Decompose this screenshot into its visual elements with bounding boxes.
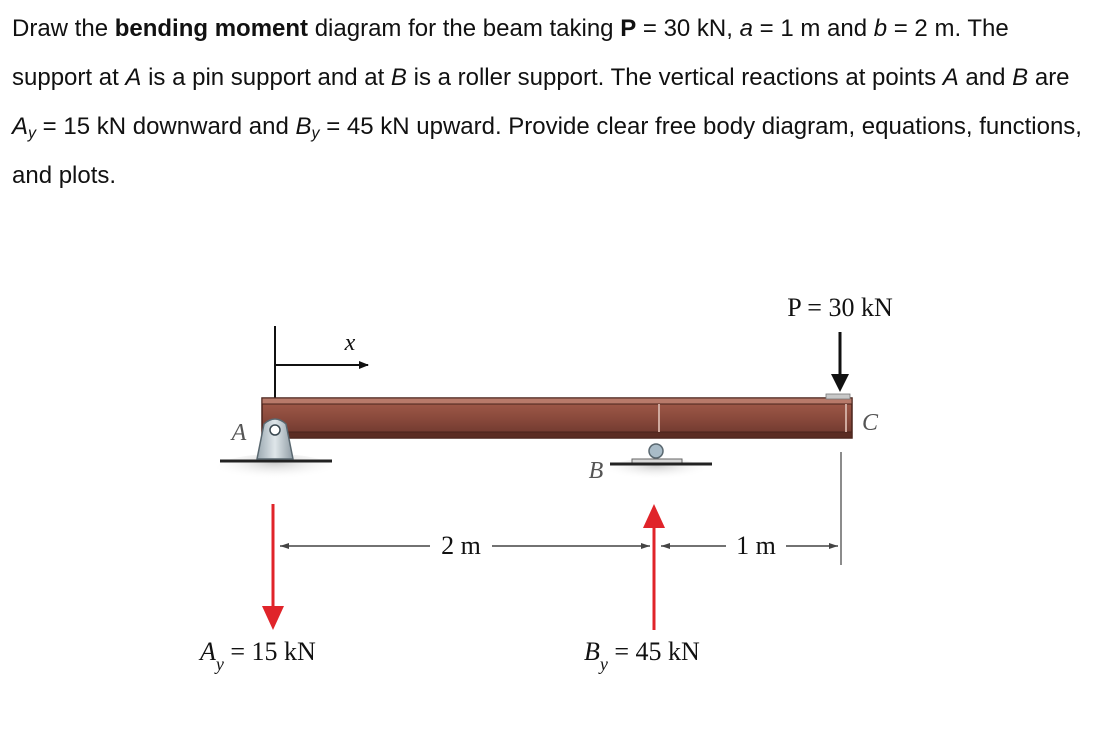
text-segment: are [1028,64,1070,91]
point-a-label: A [231,420,247,446]
text-italic-Ay: A [12,113,29,140]
text-bold-bending-moment: bending moment [114,15,309,42]
roller-circle [649,444,663,458]
beam-top-flange [262,398,852,404]
roller-support-b [589,444,712,484]
reaction-b-arrow-head [643,504,665,528]
text-italic-A: A [942,64,959,91]
text-segment: is a pin support and at [141,64,391,91]
reaction-a [198,504,316,674]
reaction-b-subscript: y [599,654,608,674]
point-c-label: C [862,410,879,436]
reaction-b [584,504,700,674]
pin-circle [270,425,280,435]
reaction-b-value: = 45 kN [607,637,700,666]
text-italic-B: B [1012,64,1029,91]
text-segment: Draw the [12,15,115,42]
text-segment: = 1 m and [752,15,874,42]
text-italic-b: b [873,15,888,42]
dimension-lines [280,452,841,565]
text-segment: and [958,64,1013,91]
reaction-a-subscript: y [215,654,224,674]
dim-ab-label: 2 m [441,531,481,560]
reaction-b-symbol: B [584,637,600,666]
applied-load-p [787,293,893,392]
point-b-label: B [588,458,604,484]
text-italic-a: a [739,15,753,42]
beam-bottom-flange [262,432,852,438]
text-bold-p: P [620,15,637,42]
text-segment: = 45 kN upward. Provide clear free body diagram, equations, functions, and plots. [12,113,1082,189]
text-subscript-y: y [311,125,320,142]
text-segment: = 15 kN downward and [36,113,296,140]
x-axis-indicator [275,326,368,400]
reaction-a-arrow-head [262,606,284,630]
text-segment: is a roller support. The vertical reactions at points [406,64,943,91]
text-segment: = 30 kN, [636,15,740,42]
text-segment: = 2 m. The support at [12,15,1009,91]
reaction-a-label [198,637,316,674]
x-axis-label: x [344,330,356,356]
text-segment: diagram for the beam taking [308,15,621,42]
load-arrow-head [831,374,849,392]
beam [262,394,852,438]
text-italic-B: B [390,64,407,91]
dim-bc-label: 1 m [736,531,776,560]
text-subscript-y: y [28,125,37,142]
reaction-a-value: = 15 kN [223,637,316,666]
load-plate [826,394,850,399]
reaction-b-label [584,637,700,674]
text-italic-A: A [125,64,142,91]
load-label: P = 30 kN [787,293,893,322]
text-italic-By: B [295,113,312,140]
reaction-a-symbol: A [200,637,216,666]
